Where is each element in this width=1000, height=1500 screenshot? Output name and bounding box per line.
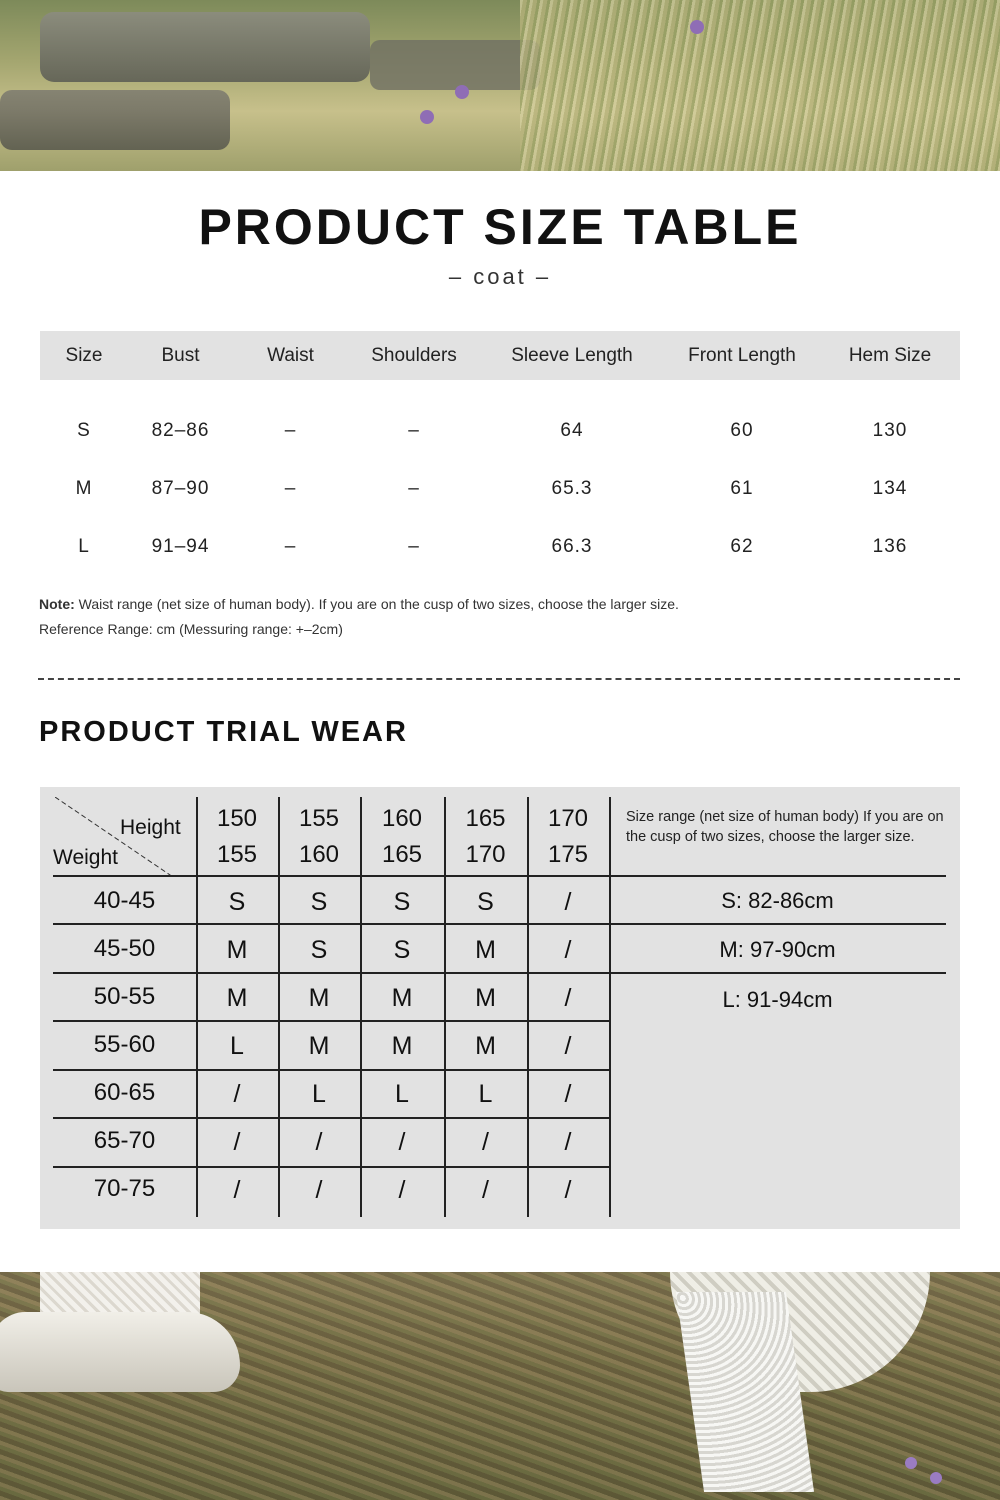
table-cell: 60 (730, 420, 754, 441)
height-from: 160 (381, 805, 423, 832)
grid-line (609, 875, 946, 877)
grid-line (609, 972, 946, 974)
size-cell: / (482, 1176, 489, 1204)
size-table-header (40, 331, 960, 380)
size-cell: M (226, 936, 248, 964)
size-cell: / (398, 1176, 406, 1204)
height-column-header (444, 801, 527, 873)
size-range-s: S: 82-86cm (721, 888, 834, 913)
height-from: 170 (547, 805, 589, 832)
size-cell: L (230, 1032, 244, 1060)
flower (420, 110, 434, 124)
size-cell: M (308, 1032, 330, 1060)
size-cell: / (564, 936, 572, 964)
note-label: Note: (39, 596, 75, 612)
header-shoulders: Shoulders (371, 345, 457, 366)
section-divider (38, 678, 960, 680)
header-size: Size (65, 345, 103, 366)
grid-line (53, 972, 610, 974)
table-cell: – (408, 420, 420, 441)
weight-label: 65-70 (93, 1127, 156, 1154)
size-cell: S (393, 888, 411, 916)
height-to: 160 (298, 841, 340, 868)
table-cell: 134 (872, 478, 908, 499)
stone-wall (370, 40, 540, 90)
header-hem-size: Hem Size (848, 345, 932, 366)
height-from: 150 (216, 805, 258, 832)
table-cell: – (408, 478, 420, 499)
size-range-info: Size range (net size of human body) If you are on the cusp of two sizes, choose the larger size. (626, 809, 944, 845)
size-cell: M (391, 1032, 413, 1060)
flower (455, 85, 469, 99)
size-cell: / (564, 888, 572, 916)
size-cell: / (398, 1128, 406, 1156)
height-column-header (360, 801, 444, 873)
table-cell: 91–94 (151, 536, 210, 557)
size-range-l: L: 91-94cm (722, 987, 833, 1012)
size-cell: / (564, 1128, 572, 1156)
stone-wall (0, 90, 230, 150)
table-cell: 130 (872, 420, 908, 441)
weight-label: 55-60 (93, 1031, 156, 1058)
table-cell: L (78, 536, 90, 557)
weight-label: 40-45 (93, 887, 156, 914)
weight-label: 50-55 (93, 983, 156, 1010)
height-column-header (527, 801, 609, 873)
table-cell: 136 (872, 536, 908, 557)
size-note (39, 596, 679, 612)
table-cell: – (284, 478, 297, 499)
size-cell: S (393, 936, 411, 964)
stone-wall (40, 12, 370, 82)
height-to: 170 (465, 841, 506, 868)
table-cell: 61 (730, 478, 754, 499)
size-cell: / (233, 1176, 241, 1204)
grid-line (53, 1117, 610, 1119)
size-cell: S (310, 936, 328, 964)
size-cell: / (482, 1128, 489, 1156)
height-from: 165 (465, 805, 506, 832)
height-to: 175 (547, 841, 589, 868)
size-cell: M (475, 1032, 496, 1060)
grid-line (53, 1069, 610, 1071)
table-cell: 62 (730, 536, 754, 557)
trial-wear-table (40, 787, 960, 1229)
grid-line (609, 923, 946, 925)
size-cell: / (233, 1128, 241, 1156)
flower (905, 1457, 917, 1469)
top-landscape-photo (0, 0, 1000, 171)
trial-wear-title: PRODUCT TRIAL WEAR (39, 716, 408, 748)
table-cell: – (284, 536, 297, 557)
table-cell: 65.3 (551, 478, 593, 499)
bottom-lifestyle-photo (0, 1272, 1000, 1500)
table-cell: 87–90 (151, 478, 210, 499)
size-cell: S (310, 888, 328, 916)
size-cell: S (228, 888, 246, 916)
size-cell: / (315, 1128, 323, 1156)
table-cell: S (77, 420, 91, 441)
size-cell: L (478, 1080, 493, 1108)
grid-line (53, 1020, 610, 1022)
grid-line (53, 875, 610, 877)
table-cell: – (284, 420, 297, 441)
height-to: 155 (216, 841, 258, 868)
header-bust: Bust (161, 345, 200, 366)
size-cell: / (564, 1032, 572, 1060)
size-cell: L (395, 1080, 409, 1108)
note-text: Waist range (net size of human body). If you are on the cusp of two sizes, choose the larger size. (74, 596, 679, 612)
weight-label: 45-50 (93, 935, 156, 962)
size-cell: / (315, 1176, 323, 1204)
size-cell: / (233, 1080, 241, 1108)
size-cell: M (391, 984, 413, 1012)
table-cell: 82–86 (151, 420, 210, 441)
size-range-m: M: 97-90cm (719, 937, 836, 962)
flower (690, 20, 704, 34)
table-cell: M (75, 478, 93, 499)
size-cell: M (475, 984, 496, 1012)
height-column-header (196, 801, 278, 873)
flower (930, 1472, 942, 1484)
weight-label: 60-65 (93, 1079, 156, 1106)
grid-line (53, 923, 610, 925)
table-cell: 64 (560, 420, 584, 441)
page-title: PRODUCT SIZE TABLE (198, 199, 802, 255)
corner-height-label: Height (120, 816, 181, 839)
grass (520, 0, 1000, 171)
height-column-header (278, 801, 360, 873)
size-cell: L (312, 1080, 326, 1108)
table-cell: 66.3 (551, 536, 593, 557)
page-subtitle: – coat – (448, 264, 552, 289)
size-cell: M (475, 936, 496, 964)
table-cell: – (408, 536, 420, 557)
grid-line (53, 1166, 610, 1168)
size-cell: S (477, 888, 494, 916)
reference-range-note: Reference Range: cm (Messuring range: +–2cm) (39, 621, 343, 637)
size-cell: / (564, 1080, 572, 1108)
size-cell: / (564, 984, 572, 1012)
header-sleeve-length: Sleeve Length (511, 345, 633, 366)
height-from: 155 (298, 805, 340, 832)
weight-label: 70-75 (93, 1175, 156, 1202)
corner-weight-label: Weight (53, 846, 118, 869)
size-cell: M (308, 984, 330, 1012)
header-waist: Waist (267, 345, 314, 366)
header-front-length: Front Length (688, 345, 796, 366)
height-to: 165 (381, 841, 423, 868)
silver-flat-shoe (0, 1312, 240, 1392)
size-cell: / (564, 1176, 572, 1204)
size-cell: M (226, 984, 248, 1012)
